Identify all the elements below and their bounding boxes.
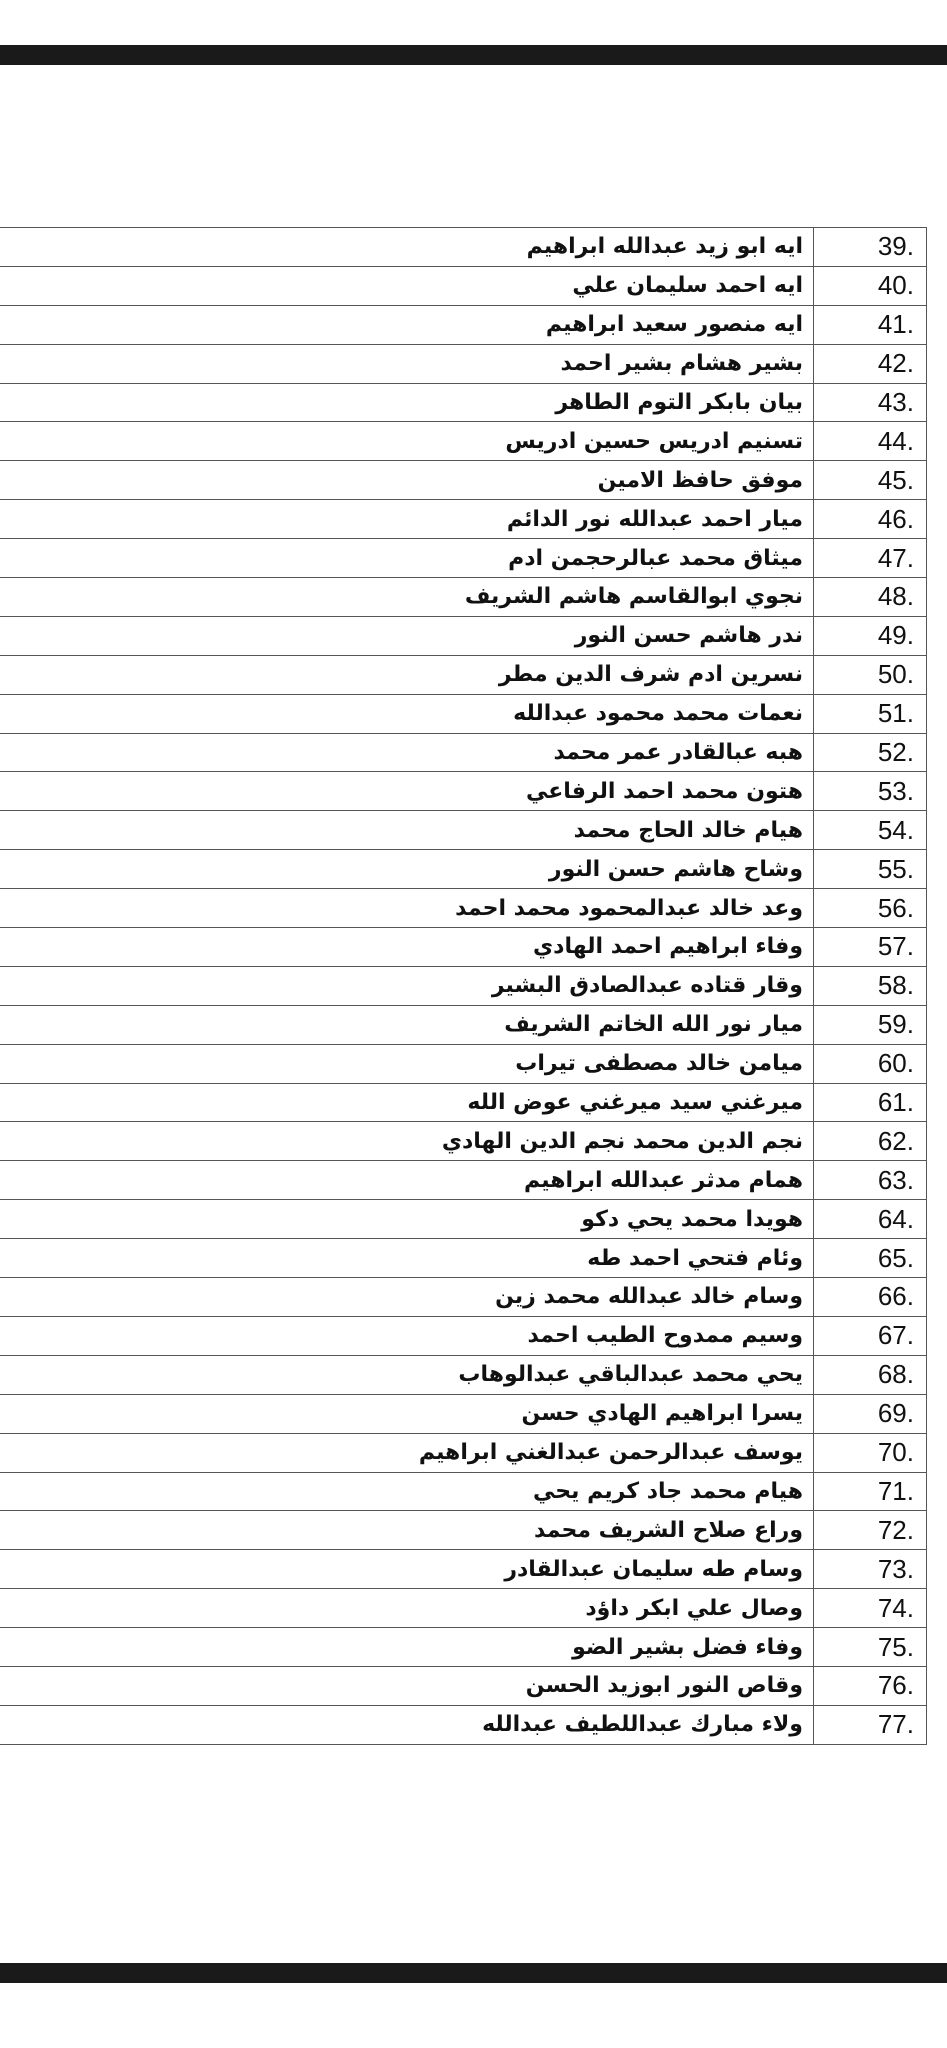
table-row — [0, 266, 927, 305]
name-cell: تسنيم ادريس حسين ادريس — [0, 422, 814, 461]
table-row — [0, 811, 927, 850]
table-row — [0, 1278, 927, 1317]
row-number: 56. — [814, 889, 927, 928]
names-table — [0, 227, 927, 1745]
name-cell: هبه عبالقادر عمر محمد — [0, 733, 814, 772]
table-row — [0, 1628, 927, 1667]
name-cell: هتون محمد احمد الرفاعي — [0, 772, 814, 811]
table-row — [0, 772, 927, 811]
row-number: 77. — [814, 1705, 927, 1744]
name-cell: ميثاق محمد عبالرحجمن ادم — [0, 539, 814, 578]
row-number: 68. — [814, 1355, 927, 1394]
name-cell: وسام طه سليمان عبدالقادر — [0, 1550, 814, 1589]
name-cell: وئام فتحي احمد طه — [0, 1239, 814, 1278]
row-number: 66. — [814, 1278, 927, 1317]
name-cell: وصال علي ابكر داؤد — [0, 1589, 814, 1628]
row-number: 74. — [814, 1589, 927, 1628]
name-cell: نجوي ابوالقاسم هاشم الشريف — [0, 578, 814, 617]
name-cell: نسرين ادم شرف الدين مطر — [0, 655, 814, 694]
table-row — [0, 1433, 927, 1472]
row-number: 73. — [814, 1550, 927, 1589]
table-row — [0, 1200, 927, 1239]
row-number: 41. — [814, 305, 927, 344]
name-cell: بيان بابكر التوم الطاهر — [0, 383, 814, 422]
table-row — [0, 1044, 927, 1083]
row-number: 71. — [814, 1472, 927, 1511]
top-border-bar — [0, 45, 947, 65]
name-cell: وسيم ممدوح الطيب احمد — [0, 1316, 814, 1355]
row-number: 60. — [814, 1044, 927, 1083]
table-row — [0, 383, 927, 422]
table-row — [0, 1550, 927, 1589]
row-number: 46. — [814, 500, 927, 539]
table-row — [0, 1394, 927, 1433]
name-cell: وراع صلاح الشريف محمد — [0, 1511, 814, 1550]
table-row — [0, 1589, 927, 1628]
name-cell: نجم الدين محمد نجم الدين الهادي — [0, 1122, 814, 1161]
row-number: 75. — [814, 1628, 927, 1667]
row-number: 47. — [814, 539, 927, 578]
name-cell: بشير هشام بشير احمد — [0, 344, 814, 383]
row-number: 65. — [814, 1239, 927, 1278]
bottom-border-bar — [0, 1963, 947, 1983]
table-row — [0, 616, 927, 655]
table-row — [0, 889, 927, 928]
row-number: 76. — [814, 1666, 927, 1705]
table-row — [0, 500, 927, 539]
table-row — [0, 228, 927, 267]
table-row — [0, 461, 927, 500]
name-cell: وعد خالد عبدالمحمود محمد احمد — [0, 889, 814, 928]
name-cell: وقاص النور ابوزيد الحسن — [0, 1666, 814, 1705]
row-number: 45. — [814, 461, 927, 500]
row-number: 48. — [814, 578, 927, 617]
name-cell: هويدا محمد يحي دكو — [0, 1200, 814, 1239]
table-row — [0, 1005, 927, 1044]
row-number: 64. — [814, 1200, 927, 1239]
name-cell: يحي محمد عبدالباقي عبدالوهاب — [0, 1355, 814, 1394]
table-row — [0, 1472, 927, 1511]
row-number: 54. — [814, 811, 927, 850]
table-row — [0, 1316, 927, 1355]
row-number: 61. — [814, 1083, 927, 1122]
table-row — [0, 1355, 927, 1394]
row-number: 63. — [814, 1161, 927, 1200]
name-cell: وفاء فضل بشير الضو — [0, 1628, 814, 1667]
name-cell: يسرا ابراهيم الهادي حسن — [0, 1394, 814, 1433]
table-row — [0, 966, 927, 1005]
table-row — [0, 733, 927, 772]
name-cell: ميامن خالد مصطفى تيراب — [0, 1044, 814, 1083]
row-number: 40. — [814, 266, 927, 305]
row-number: 51. — [814, 694, 927, 733]
name-cell: وسام خالد عبدالله محمد زين — [0, 1278, 814, 1317]
table-row — [0, 1705, 927, 1744]
name-cell: ولاء مبارك عبداللطيف عبدالله — [0, 1705, 814, 1744]
name-cell: ميار احمد عبدالله نور الدائم — [0, 500, 814, 539]
name-cell: ايه ابو زيد عبدالله ابراهيم — [0, 228, 814, 267]
row-number: 69. — [814, 1394, 927, 1433]
row-number: 49. — [814, 616, 927, 655]
name-cell: ايه احمد سليمان علي — [0, 266, 814, 305]
table-row — [0, 694, 927, 733]
name-cell: همام مدثر عبدالله ابراهيم — [0, 1161, 814, 1200]
row-number: 57. — [814, 928, 927, 967]
table-row — [0, 1161, 927, 1200]
table-row — [0, 305, 927, 344]
name-cell: هيام محمد جاد كريم يحي — [0, 1472, 814, 1511]
table-row — [0, 1239, 927, 1278]
table-row — [0, 655, 927, 694]
table-row — [0, 1666, 927, 1705]
row-number: 58. — [814, 966, 927, 1005]
table-row — [0, 422, 927, 461]
table-row — [0, 928, 927, 967]
table-row — [0, 1511, 927, 1550]
row-number: 72. — [814, 1511, 927, 1550]
table-row — [0, 1122, 927, 1161]
table-row — [0, 539, 927, 578]
name-cell: نعمات محمد محمود عبدالله — [0, 694, 814, 733]
name-cell: ايه منصور سعيد ابراهيم — [0, 305, 814, 344]
table-row — [0, 850, 927, 889]
row-number: 70. — [814, 1433, 927, 1472]
name-cell: وشاح هاشم حسن النور — [0, 850, 814, 889]
row-number: 59. — [814, 1005, 927, 1044]
row-number: 50. — [814, 655, 927, 694]
row-number: 52. — [814, 733, 927, 772]
row-number: 55. — [814, 850, 927, 889]
row-number: 42. — [814, 344, 927, 383]
row-number: 43. — [814, 383, 927, 422]
row-number: 62. — [814, 1122, 927, 1161]
name-cell: وفاء ابراهيم احمد الهادي — [0, 928, 814, 967]
table-row — [0, 344, 927, 383]
name-cell: يوسف عبدالرحمن عبدالغني ابراهيم — [0, 1433, 814, 1472]
names-table-body — [0, 228, 927, 1745]
row-number: 44. — [814, 422, 927, 461]
table-row — [0, 578, 927, 617]
row-number: 39. — [814, 228, 927, 267]
row-number: 67. — [814, 1316, 927, 1355]
name-cell: ميرغني سيد ميرغني عوض الله — [0, 1083, 814, 1122]
name-cell: ميار نور الله الخاتم الشريف — [0, 1005, 814, 1044]
name-cell: موفق حافظ الامين — [0, 461, 814, 500]
name-cell: ندر هاشم حسن النور — [0, 616, 814, 655]
name-cell: هيام خالد الحاج محمد — [0, 811, 814, 850]
row-number: 53. — [814, 772, 927, 811]
name-cell: وقار قتاده عبدالصادق البشير — [0, 966, 814, 1005]
table-row — [0, 1083, 927, 1122]
